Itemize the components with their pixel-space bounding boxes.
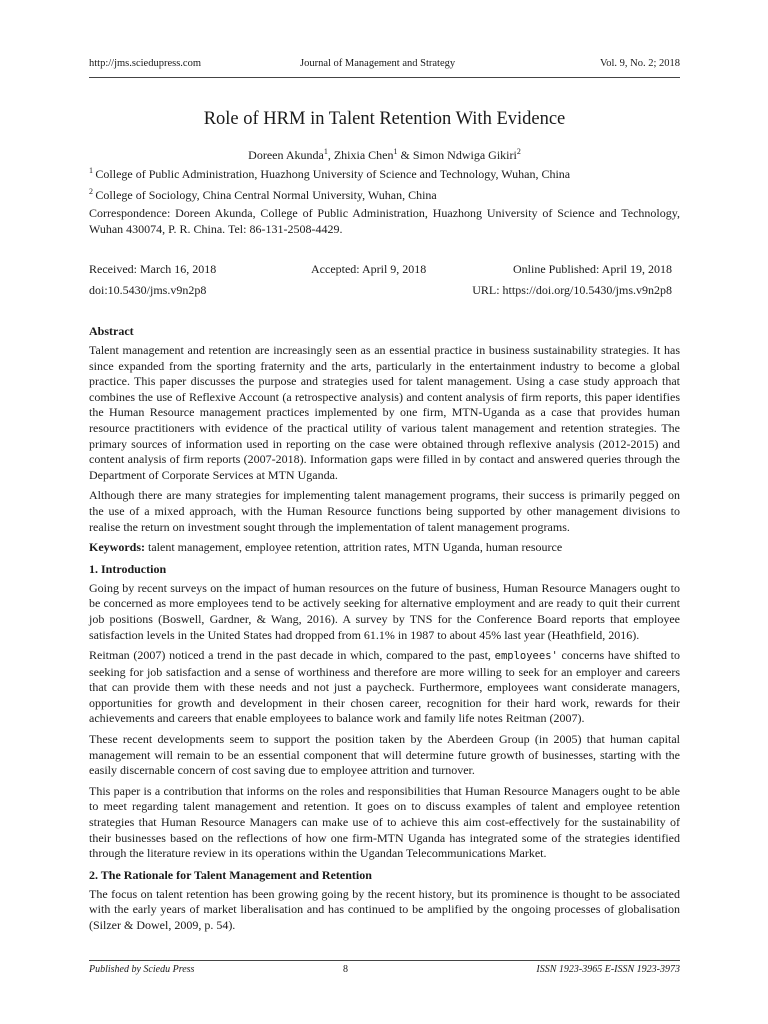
keywords-text: talent management, employee retention, attrition rates, MTN Uganda, human resource (145, 540, 563, 555)
publication-dates (89, 262, 680, 278)
body-paragraph: This paper is a contribution that informs on the roles and responsibilities that Human Resource Managers ought to be able to meet regarding talent management and retention. It goes on to discuss examples of talent and employee retention strategies that Human Resource Managers can make use of to achieve this aim cost-effectively for the sustainability of their businesses based on the reflections of how one firm-MTN Uganda has integrated some of the strategies identified through the literature review in its operations within the Ugandan Telecommunications Market. (89, 783, 680, 861)
keywords (89, 540, 680, 556)
text-run: Reitman (2007) noticed a trend in the past decade in which, compared to the past, (89, 648, 495, 663)
running-footer (89, 960, 680, 978)
author-affil-mark: 2 (516, 147, 521, 156)
abstract-heading: Abstract (89, 324, 134, 338)
running-header (89, 58, 680, 78)
author-name: Doreen Akunda (248, 148, 324, 162)
author-affil-mark: 1 (393, 147, 398, 156)
journal-url[interactable]: http://jms.sciedupress.com (89, 58, 201, 69)
author-affil-mark: 1 (323, 147, 328, 156)
body-paragraph: These recent developments seem to support the position taken by the Aberdeen Group (in 2005) that human capital management will remain to be an essential component that will determine future growth of businesses, starting with the easily discernable concern of cost saving due to employee attrition and turnover. (89, 732, 680, 778)
doi-line (89, 283, 680, 299)
keywords-label: Keywords: (89, 540, 145, 555)
journal-name: Journal of Management and Strategy (300, 58, 456, 69)
section-heading: 1. Introduction (89, 561, 167, 576)
publisher: Published by Sciedu Press (89, 964, 195, 975)
author-name: Zhixia Chen (333, 148, 394, 162)
body-paragraph: Going by recent surveys on the impact of human resources on the future of business, Human Resource Managers ought to be concerned as more employees tend to be actively seeking for alternative employment and are ready to quit their current job positions (Boswell, Gardner, & Wang, 2016). A survey by TNS for the Conference Board reports that employee satisfaction levels in the United States had dropped from 61.1% in 1987 to about 45% last year (Heathfield, 2016). (89, 580, 680, 642)
accepted-date: Accepted: April 9, 2018 (311, 262, 427, 276)
abstract-paragraph: Talent management and retention are increasingly seen as an essential practice in business sustainability strategies. It has since expanded from the sporting fraternity and the arts, particularly in the entertainment industry to become a global practice. This paper discusses the purpose and strategies used for talent management. Using a case study approach that combines the use of Reflexive Account (a retrospective analysis) and content analysis of firm reports, this paper identifies the Human Resource management practices implemented by one firm, MTN-Uganda as a case that provides human resource practitioners with evidence of the practical utility of various talent management and retention strategies. The primary sources of information used in reporting on the case were obtained through reflexive analysis (2012-2015) and content analysis of firm reports (2007-2018). Information gaps were filled in by contact and answered queries through the Department of Corporate Services at MTN Uganda. (89, 343, 680, 482)
text-run-mono: employees' (494, 650, 558, 663)
author-name: Simon Ndwiga Gikiri (412, 148, 517, 162)
affiliation (89, 184, 680, 203)
body-paragraph: The focus on talent retention has been growing going by the recent history, but its prominence is thought to be associated with the early years of market liberalisation and has continued to be amplified by the ongoing processes of globalisation (Silzer & Dowel, 2009, p. 54). (89, 886, 680, 932)
affil-text: College of Public Administration, Huazhong University of Science and Technology, Wuhan, China (95, 167, 571, 181)
abstract-paragraph: Although there are many strategies for implementing talent management programs, their success is primarily pegged on the use of a mixed approach, with the Human Resource functions being supported by other management divisions to realise the return on investment sought through the implementation of talent management programs. (89, 488, 680, 534)
affil-mark: 1 (89, 166, 93, 175)
issn: ISSN 1923-3965 E-ISSN 1923-3973 (536, 964, 680, 975)
section-heading: 2. The Rationale for Talent Management and Retention (89, 867, 372, 882)
doi: doi:10.5430/jms.v9n2p8 (89, 283, 207, 297)
page-number: 8 (343, 964, 348, 975)
affil-text: College of Sociology, China Central Normal University, Wuhan, China (95, 188, 437, 202)
doi-url[interactable]: URL: https://doi.org/10.5430/jms.v9n2p8 (472, 283, 672, 297)
affil-mark: 2 (89, 187, 93, 196)
paper-body (89, 323, 680, 939)
correspondence: Correspondence: Doreen Akunda, College of Public Administration, Huazhong University of Science and Technology, Wuhan 430074, P. R. China. Tel: 86-131-2508-4429. (89, 206, 680, 236)
text-run: concerns have shifted to seeking for job satisfaction and a sense of worthiness and therefore are more willing to seek for an employer and careers that can provide them with these needs and not just a paycheck. Furthermore, employees want considerate managers, opportunities for growth and development in their chosen career, recognition for their hard work, rewards for their achievements and careers that enable employees to balance work and family life notes Reitman (2007). (89, 648, 680, 726)
published-date: Online Published: April 19, 2018 (513, 262, 672, 276)
volume-info: Vol. 9, No. 2; 2018 (599, 58, 680, 69)
body-paragraph (89, 648, 680, 727)
paper-title: Role of HRM in Talent Retention With Evidence (203, 109, 566, 129)
received-date: Received: March 16, 2018 (89, 262, 217, 276)
author-list: Doreen Akunda$^1$, Zhixia Chen$^1$ & Simon Ndwiga Gikiri$^2$ (248, 147, 521, 162)
affiliation (89, 163, 680, 182)
